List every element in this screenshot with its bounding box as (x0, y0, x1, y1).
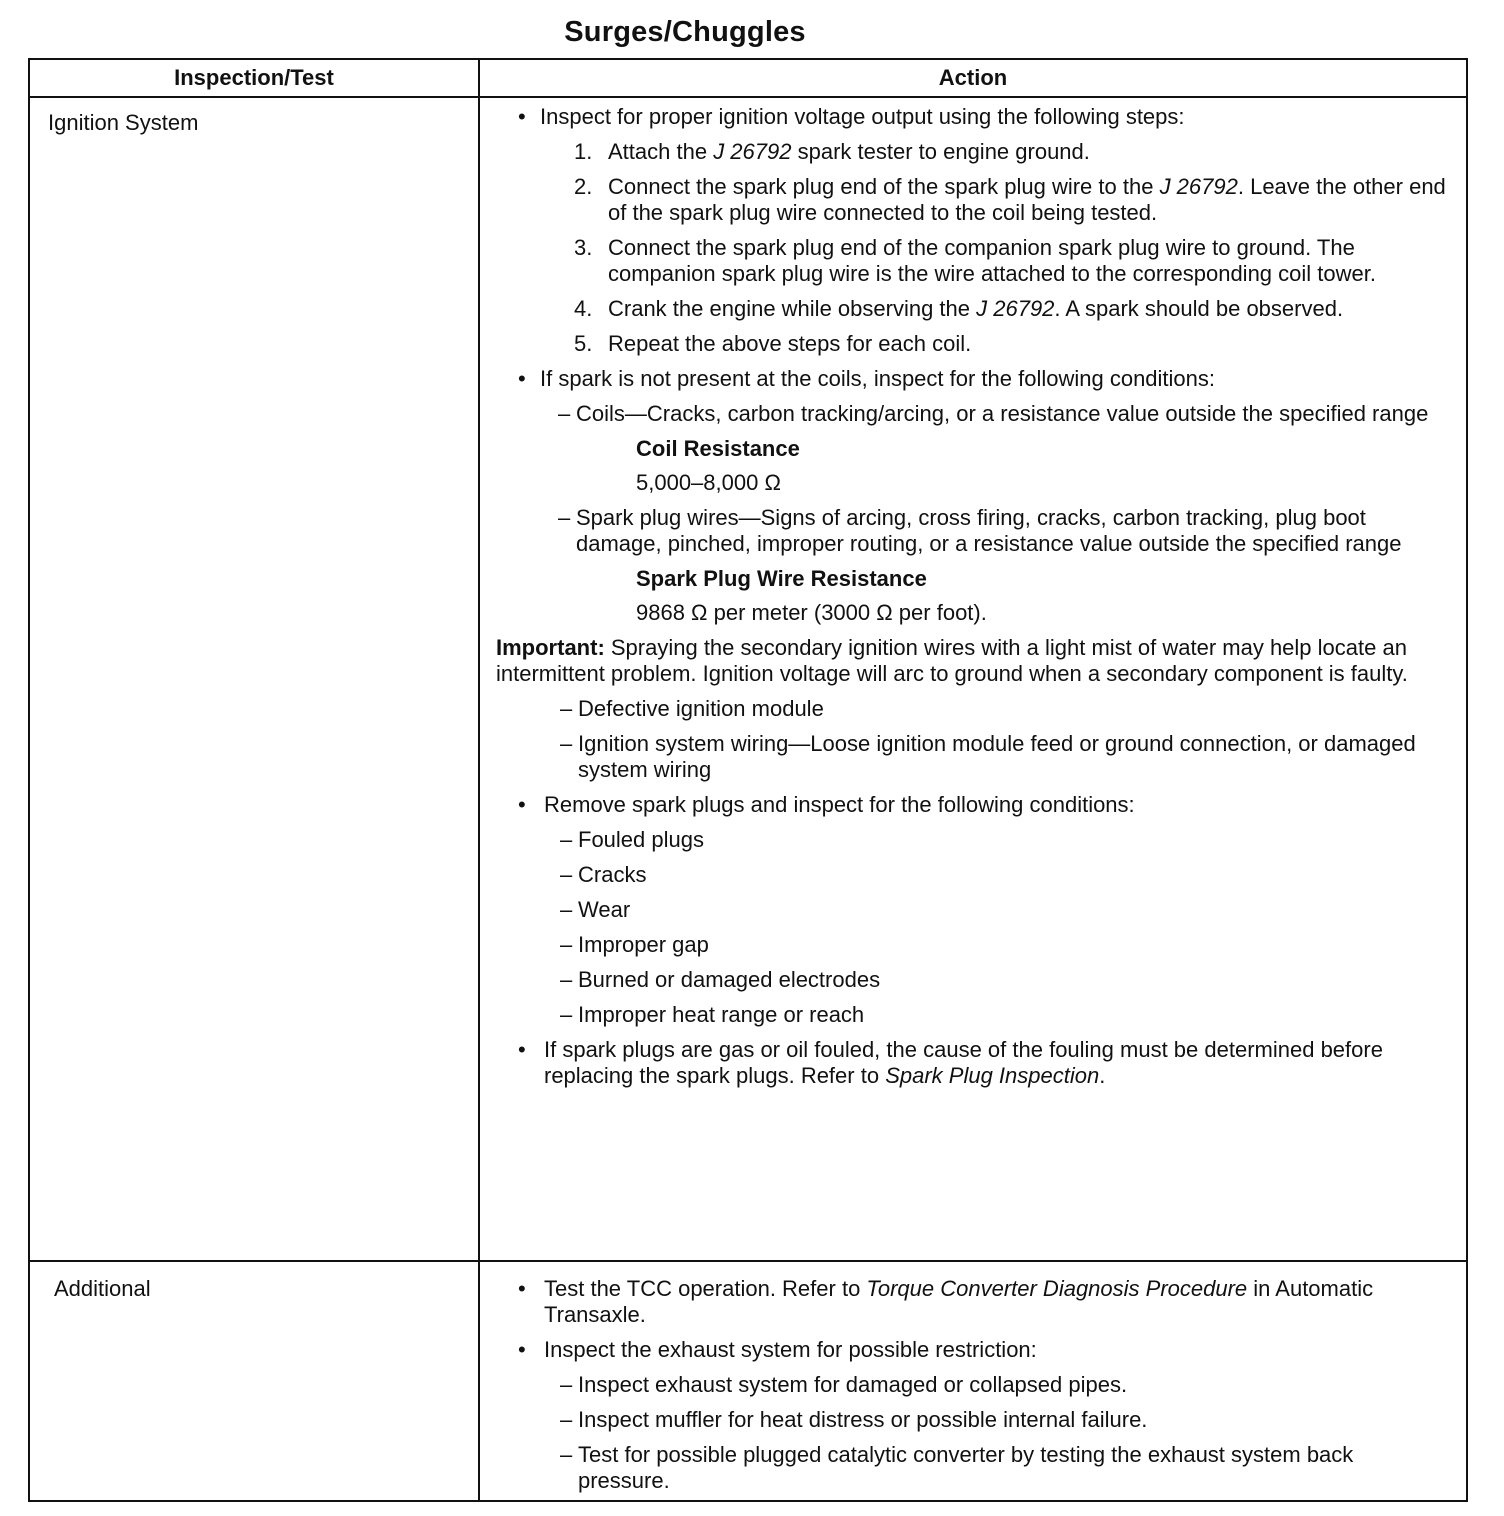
list-item: • If spark is not present at the coils, inspect for the following conditions: (496, 366, 1446, 392)
important-text: Spraying the secondary ignition wires with a light mist of water may help locate an intermittent problem. Ignition voltage will arc to ground when a secondary component is faulty. (496, 635, 1408, 686)
tool-reference: J 26792 (713, 139, 792, 164)
step-text: spark tester to engine ground. (791, 139, 1090, 164)
table-row-ignition (30, 96, 1466, 1260)
step-item (496, 235, 1446, 287)
step-number: 1. (574, 139, 593, 164)
step-item (496, 296, 1446, 322)
condition-item: – Improper gap (496, 932, 1446, 958)
spec-label: Coil Resistance (636, 436, 800, 461)
bullet-text: in Automatic Transaxle. (544, 1276, 1374, 1327)
step-text: Attach the (608, 139, 714, 164)
bullet-text: Test the TCC operation. Refer to (544, 1276, 867, 1301)
step-text: Crank the engine while observing the (608, 296, 977, 321)
spec-label: Spark Plug Wire Resistance (636, 566, 927, 591)
step-text: . A spark should be observed. (1054, 296, 1344, 321)
row-label-ignition: Ignition System (30, 98, 480, 1260)
list-item: • Remove spark plugs and inspect for the following conditions: (496, 792, 1446, 818)
procedure-reference: Torque Converter Diagnosis Procedure (866, 1276, 1248, 1301)
condition-item: – Burned or damaged electrodes (496, 967, 1446, 993)
condition-item: – Fouled plugs (496, 827, 1446, 853)
condition-item: – Defective ignition module (496, 696, 1446, 722)
page-title: Surges/Chuggles (564, 16, 806, 48)
list-item: • Inspect for proper ignition voltage output using the following steps: (496, 104, 1446, 130)
table-row-additional (30, 1260, 1466, 1500)
step-number: 4. (574, 296, 593, 321)
action-cell-additional (480, 1262, 1466, 1500)
step-number: 5. (574, 331, 593, 356)
procedure-reference: Spark Plug Inspection (885, 1063, 1100, 1088)
step-text: Repeat the above steps for each coil. (608, 331, 972, 356)
condition-item: – Improper heat range or reach (496, 1002, 1446, 1028)
important-note (496, 635, 1446, 687)
condition-item: – Inspect exhaust system for damaged or collapsed pipes. (496, 1372, 1446, 1398)
step-item (496, 174, 1446, 226)
condition-item: – Ignition system wiring—Loose ignition module feed or ground connection, or damaged system wiring (496, 731, 1446, 783)
condition-item: – Spark plug wires—Signs of arcing, cross firing, cracks, carbon tracking, plug boot damage, pinched, improper routing, or a resistance value outside the specified range (496, 505, 1446, 557)
step-text: . Leave the other end of the spark plug wire connected to the coil being tested. (608, 174, 1446, 225)
step-number: 2. (574, 174, 593, 199)
condition-item: – Cracks (496, 862, 1446, 888)
header-inspection-test: Inspection/Test (30, 60, 480, 96)
row-label-additional: Additional (30, 1262, 480, 1500)
condition-item: – Test for possible plugged catalytic converter by testing the exhaust system back pressure. (496, 1442, 1446, 1494)
condition-item: – Coils—Cracks, carbon tracking/arcing, or a resistance value outside the specified range (496, 401, 1446, 427)
action-cell-ignition (480, 98, 1466, 1260)
step-text: Connect the spark plug end of the companion spark plug wire to ground. The companion spark plug wire is the wire attached to the corresponding coil tower. (608, 235, 1376, 286)
spec-value: 9868 Ω per meter (3000 Ω per foot). (636, 600, 987, 625)
spec-value: 5,000–8,000 Ω (636, 470, 781, 495)
condition-item: – Wear (496, 897, 1446, 923)
list-item: • Inspect the exhaust system for possible restriction: (496, 1337, 1446, 1363)
bullet-text: . (1099, 1063, 1106, 1088)
list-item (496, 1276, 1446, 1328)
header-action: Action (938, 65, 1008, 90)
tool-reference: J 26792 (976, 296, 1055, 321)
step-item (496, 139, 1446, 165)
important-label: Important: (496, 635, 605, 660)
table-header-row (30, 60, 1466, 96)
diagnosis-table (28, 58, 1468, 1502)
list-item (496, 1037, 1446, 1089)
step-text: Connect the spark plug end of the spark plug wire to the (608, 174, 1160, 199)
tool-reference: J 26792 (1159, 174, 1238, 199)
step-number: 3. (574, 235, 593, 260)
condition-item: – Inspect muffler for heat distress or possible internal failure. (496, 1407, 1446, 1433)
step-item (496, 331, 1446, 357)
bullet-text: If spark plugs are gas or oil fouled, the cause of the fouling must be determined before replacing the spark plugs. Refer to (544, 1037, 1383, 1088)
